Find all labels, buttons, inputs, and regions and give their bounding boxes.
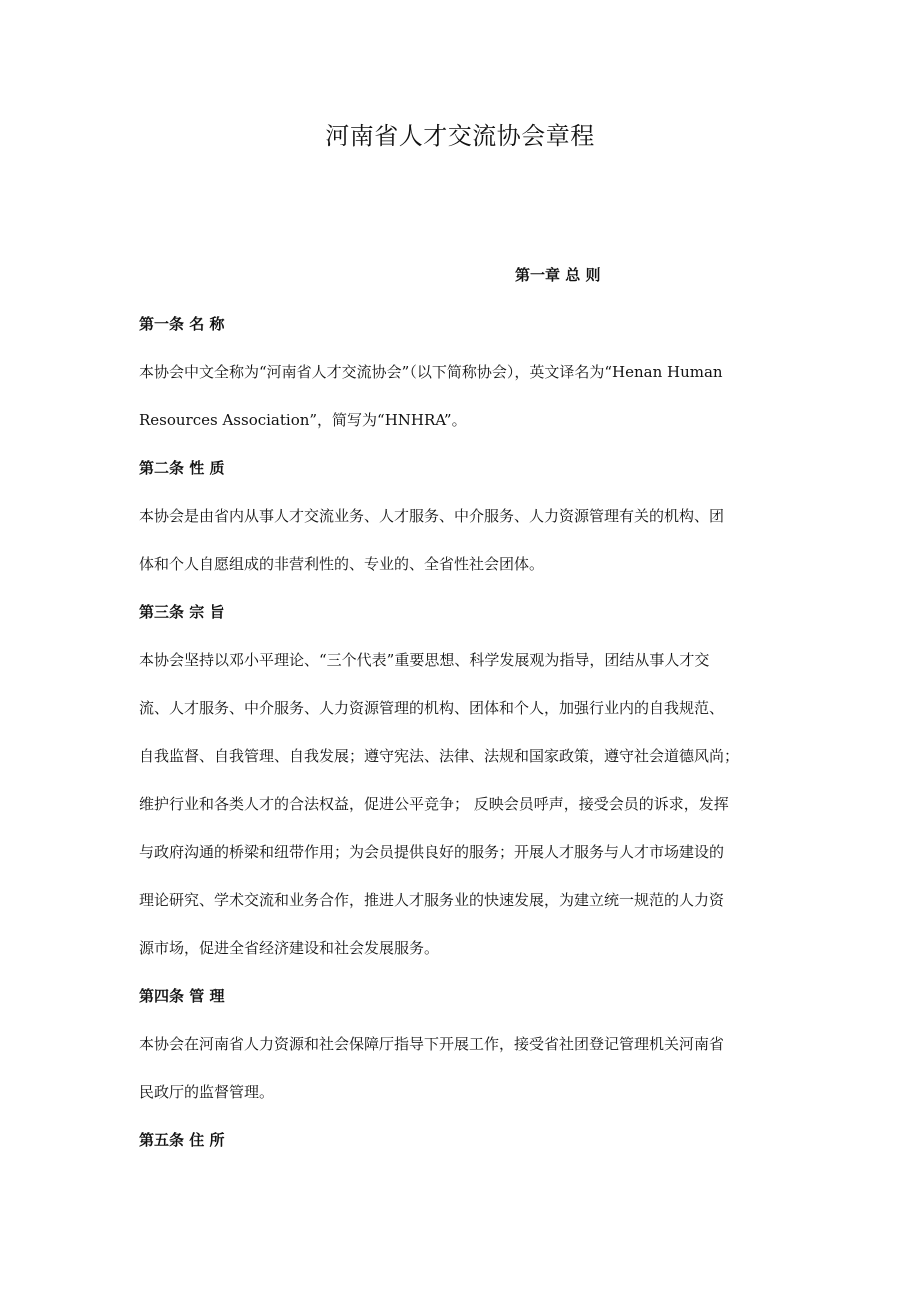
article-line: 本协会是由省内从事人才交流业务、人才服务、中介服务、人力资源管理有关的机构、团 bbox=[139, 507, 725, 525]
article-line: 本协会中文全称为“河南省人才交流协会”（以下简称协会），英文译名为“Henan Human bbox=[139, 363, 723, 381]
article-line: 源市场，促进全省经济建设和社会发展服务。 bbox=[139, 939, 440, 957]
article-3 bbox=[139, 600, 789, 972]
article-1 bbox=[139, 312, 789, 444]
article-4 bbox=[139, 984, 789, 1116]
article-line: Resources Association”，简写为“HNHRA”。 bbox=[139, 411, 467, 429]
article-line: 维护行业和各类人才的合法权益，促进公平竞争； 反映会员呼声，接受会员的诉求，发挥 bbox=[139, 795, 729, 813]
article-heading: 第一条 名 称 bbox=[139, 315, 225, 333]
article-2 bbox=[139, 456, 789, 588]
article-line: 流、人才服务、中介服务、人力资源管理的机构、团体和个人，加强行业内的自我规范、 bbox=[139, 699, 725, 717]
article-line: 自我监督、自我管理、自我发展；遵守宪法、法律、法规和国家政策，遵守社会道德风尚； bbox=[139, 747, 740, 765]
article-heading: 第四条 管 理 bbox=[139, 987, 225, 1005]
article-line: 体和个人自愿组成的非营利性的、专业的、全省性社会团体。 bbox=[139, 555, 545, 573]
article-heading: 第五条 住 所 bbox=[139, 1131, 225, 1149]
article-line: 本协会坚持以邓小平理论、“三个代表”重要思想、科学发展观为指导，团结从事人才交 bbox=[139, 651, 710, 669]
article-body bbox=[139, 1020, 789, 1116]
article-body bbox=[139, 348, 789, 444]
article-5 bbox=[139, 1128, 789, 1152]
article-heading: 第二条 性 质 bbox=[139, 459, 225, 477]
article-body bbox=[139, 492, 789, 588]
chapter-heading: 第一章 总 则 bbox=[515, 266, 601, 284]
article-body bbox=[139, 636, 789, 972]
article-heading: 第三条 宗 旨 bbox=[139, 603, 225, 621]
article-line: 民政厅的监督管理。 bbox=[139, 1083, 275, 1101]
article-line: 本协会在河南省人力资源和社会保障厅指导下开展工作，接受省社团登记管理机关河南省 bbox=[139, 1035, 725, 1053]
article-line: 与政府沟通的桥梁和纽带作用；为会员提供良好的服务；开展人才服务与人才市场建设的 bbox=[139, 843, 725, 861]
article-line: 理论研究、学术交流和业务合作，推进人才服务业的快速发展，为建立统一规范的人力资 bbox=[139, 891, 725, 909]
document-title: 河南省人才交流协会章程 bbox=[325, 122, 595, 150]
document-body bbox=[139, 312, 789, 1176]
